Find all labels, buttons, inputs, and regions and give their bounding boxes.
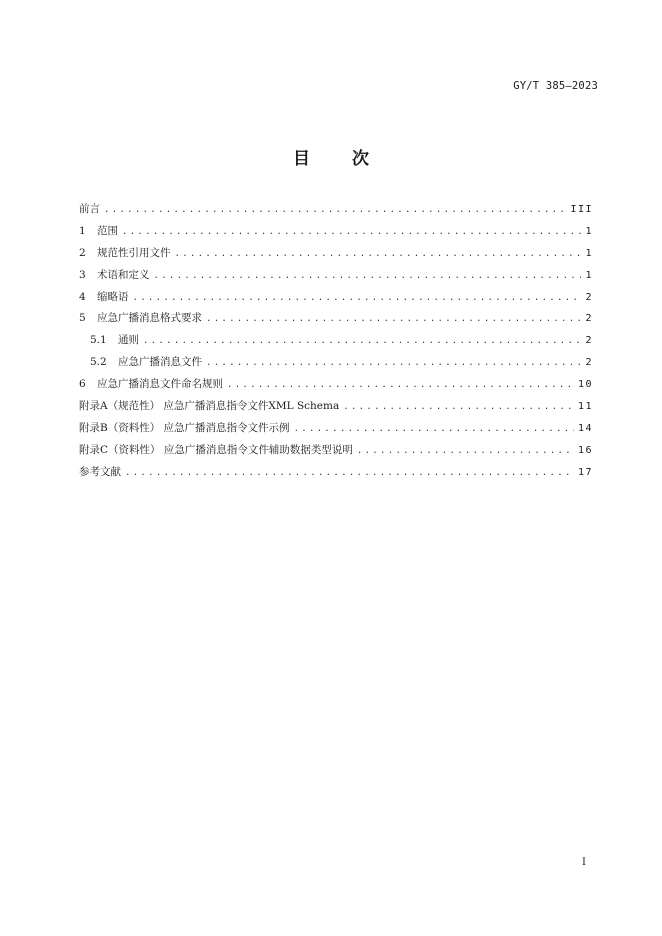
toc-entry-text: [79, 374, 223, 396]
toc-entry-text: [90, 330, 139, 352]
toc-page-number: 1: [585, 247, 593, 259]
toc-page-number: 17: [577, 466, 593, 478]
toc-page-number: III: [570, 204, 593, 215]
dot-leader: [133, 288, 582, 309]
toc-entry-message-format[interactable]: [79, 308, 593, 330]
toc-entry-text: 附录C（资料性） 应急广播消息指令文件辅助数据类型说明: [79, 443, 353, 456]
toc-page-number: 16: [577, 444, 593, 456]
toc-entry-general[interactable]: [79, 330, 593, 352]
dot-leader: [104, 200, 566, 221]
toc-entry-message-file[interactable]: [79, 352, 593, 374]
toc-entry-normative-references[interactable]: [79, 243, 593, 265]
toc-entry-number: 6: [79, 378, 86, 391]
toc-entry-text: [79, 243, 171, 265]
toc-page-number: 11: [577, 401, 593, 413]
dot-leader: [206, 309, 581, 330]
toc-entry-text: [79, 265, 150, 287]
dot-leader: [343, 397, 574, 418]
dot-leader: [357, 441, 574, 462]
toc-entry-scope[interactable]: [79, 221, 593, 243]
toc-entry-number: 4: [79, 290, 86, 303]
toc-entry-text: [79, 308, 202, 330]
toc-entry-appendix-c[interactable]: [79, 440, 593, 462]
toc-entry-text: [90, 352, 202, 374]
toc-entry-title: 应急广播消息格式要求: [97, 312, 202, 325]
toc-entry-terms-definitions[interactable]: [79, 265, 593, 287]
toc-entry-title: 范围: [97, 224, 118, 237]
dot-leader: [143, 331, 581, 352]
toc-entry-number: 5: [79, 312, 86, 325]
toc-entry-text: 附录A（规范性） 应急广播消息指令文件XML Schema: [79, 400, 340, 413]
dot-leader: [206, 353, 581, 374]
toc-entry-number: 2: [79, 246, 86, 259]
toc-entry-text: 前言: [79, 203, 100, 215]
toc-entry-title: 缩略语: [97, 290, 129, 303]
toc-entry-title: 应急广播消息文件命名规则: [97, 378, 223, 391]
document-code: GY/T 385—2023: [513, 80, 598, 92]
dot-leader: [227, 375, 574, 396]
dot-leader: [122, 222, 581, 243]
toc-page-number: 1: [585, 225, 593, 237]
toc-entry-bibliography[interactable]: [79, 462, 593, 484]
toc-entry-text: 参考文献: [79, 465, 121, 478]
toc-entry-appendix-b[interactable]: [79, 418, 593, 440]
toc-entry-abbreviations[interactable]: [79, 287, 593, 309]
toc-page-number: 2: [585, 357, 593, 369]
toc-entry-number: 5.1: [90, 334, 107, 347]
page-title: 目 次: [293, 149, 387, 169]
toc-page-number: 1: [585, 269, 593, 281]
toc-page-number: 10: [577, 379, 593, 391]
toc-page-number: 2: [585, 291, 593, 303]
toc-entry-appendix-a[interactable]: [79, 396, 593, 418]
toc-entry-number: 1: [79, 224, 86, 237]
toc-entry-text: 附录B（资料性） 应急广播消息指令文件示例: [79, 421, 290, 434]
toc-page-number: 14: [577, 422, 593, 434]
toc-entry-file-naming[interactable]: [79, 374, 593, 396]
toc-entry-title: 通则: [118, 334, 139, 347]
toc-entry-foreword[interactable]: [79, 199, 593, 221]
table-of-contents: [79, 199, 593, 484]
toc-entry-text: [79, 287, 129, 309]
toc-entry-title: 应急广播消息文件: [118, 356, 202, 369]
toc-entry-title: 规范性引用文件: [97, 246, 171, 259]
dot-leader: [125, 463, 574, 484]
dot-leader: [154, 266, 582, 287]
footer-page-number: I: [582, 857, 586, 868]
toc-page-number: 2: [585, 335, 593, 347]
toc-entry-number: 5.2: [90, 356, 107, 369]
toc-entry-text: [79, 221, 118, 243]
toc-page-number: 2: [585, 313, 593, 325]
dot-leader: [175, 244, 582, 265]
toc-entry-number: 3: [79, 268, 86, 281]
dot-leader: [294, 419, 574, 440]
toc-entry-title: 术语和定义: [97, 268, 150, 281]
